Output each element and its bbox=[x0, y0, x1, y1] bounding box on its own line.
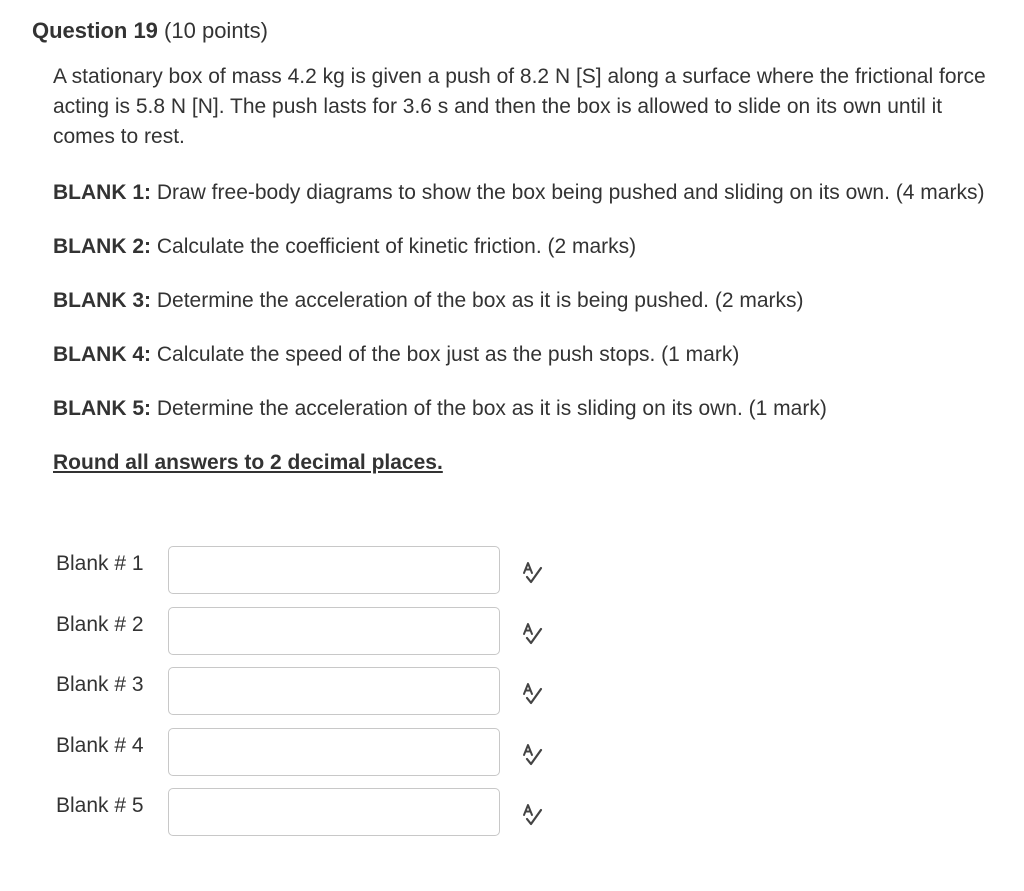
blank-2-description bbox=[53, 232, 998, 262]
question-prompt: A stationary box of mass 4.2 kg is given a push of 8.2 N [S] along a surface where the frictional force acting is 5.8 N [N]. The push lasts for 3.6 s and then the box is allowed to slide on its own until it comes to rest. bbox=[53, 65, 986, 148]
question-title: Question 19 bbox=[32, 18, 158, 43]
blank-2-tag: BLANK 2: bbox=[53, 235, 151, 258]
blank-row-1 bbox=[56, 546, 546, 606]
blank-1-text: Draw free-body diagrams to show the box being pushed and sliding on its own. (4 marks) bbox=[156, 181, 985, 204]
rounding-instruction: Round all answers to 2 decimal places. bbox=[53, 451, 443, 474]
blank-5-tag: BLANK 5: bbox=[53, 397, 151, 420]
spell-check-icon[interactable] bbox=[518, 680, 546, 708]
blank-input-5[interactable] bbox=[168, 788, 500, 836]
blank-row-4 bbox=[56, 728, 546, 788]
spell-check-icon[interactable] bbox=[518, 559, 546, 587]
blank-4-description bbox=[53, 340, 998, 370]
blank-row-5 bbox=[56, 788, 546, 848]
blank-4-tag: BLANK 4: bbox=[53, 343, 151, 366]
blank-label-3: Blank # 3 bbox=[56, 673, 144, 696]
spell-check-icon[interactable] bbox=[518, 620, 546, 648]
spell-check-icon[interactable] bbox=[518, 801, 546, 829]
answer-blanks bbox=[56, 546, 546, 849]
blank-label-1: Blank # 1 bbox=[56, 552, 144, 575]
blank-4-text: Calculate the speed of the box just as the push stops. (1 mark) bbox=[156, 343, 740, 366]
blank-3-text: Determine the acceleration of the box as it is being pushed. (2 marks) bbox=[156, 289, 804, 312]
blank-5-description bbox=[53, 394, 998, 424]
blank-input-4[interactable] bbox=[168, 728, 500, 776]
blank-input-1[interactable] bbox=[168, 546, 500, 594]
blank-5-text: Determine the acceleration of the box as it is sliding on its own. (1 mark) bbox=[156, 397, 827, 420]
blank-row-2 bbox=[56, 607, 546, 667]
question-header bbox=[32, 14, 1012, 48]
blank-input-3[interactable] bbox=[168, 667, 500, 715]
blank-input-2[interactable] bbox=[168, 607, 500, 655]
question-body bbox=[53, 62, 998, 478]
blank-3-description bbox=[53, 286, 998, 316]
blank-1-description bbox=[53, 178, 998, 208]
question-container bbox=[32, 14, 1012, 478]
spell-check-icon[interactable] bbox=[518, 741, 546, 769]
blank-label-5: Blank # 5 bbox=[56, 794, 144, 817]
blank-3-tag: BLANK 3: bbox=[53, 289, 151, 312]
question-points: (10 points) bbox=[164, 18, 268, 43]
blank-row-3 bbox=[56, 667, 546, 727]
blank-2-text: Calculate the coefficient of kinetic friction. (2 marks) bbox=[156, 235, 637, 258]
blank-label-4: Blank # 4 bbox=[56, 733, 144, 757]
blank-label-2: Blank # 2 bbox=[56, 612, 144, 636]
blank-1-tag: BLANK 1: bbox=[53, 181, 151, 204]
